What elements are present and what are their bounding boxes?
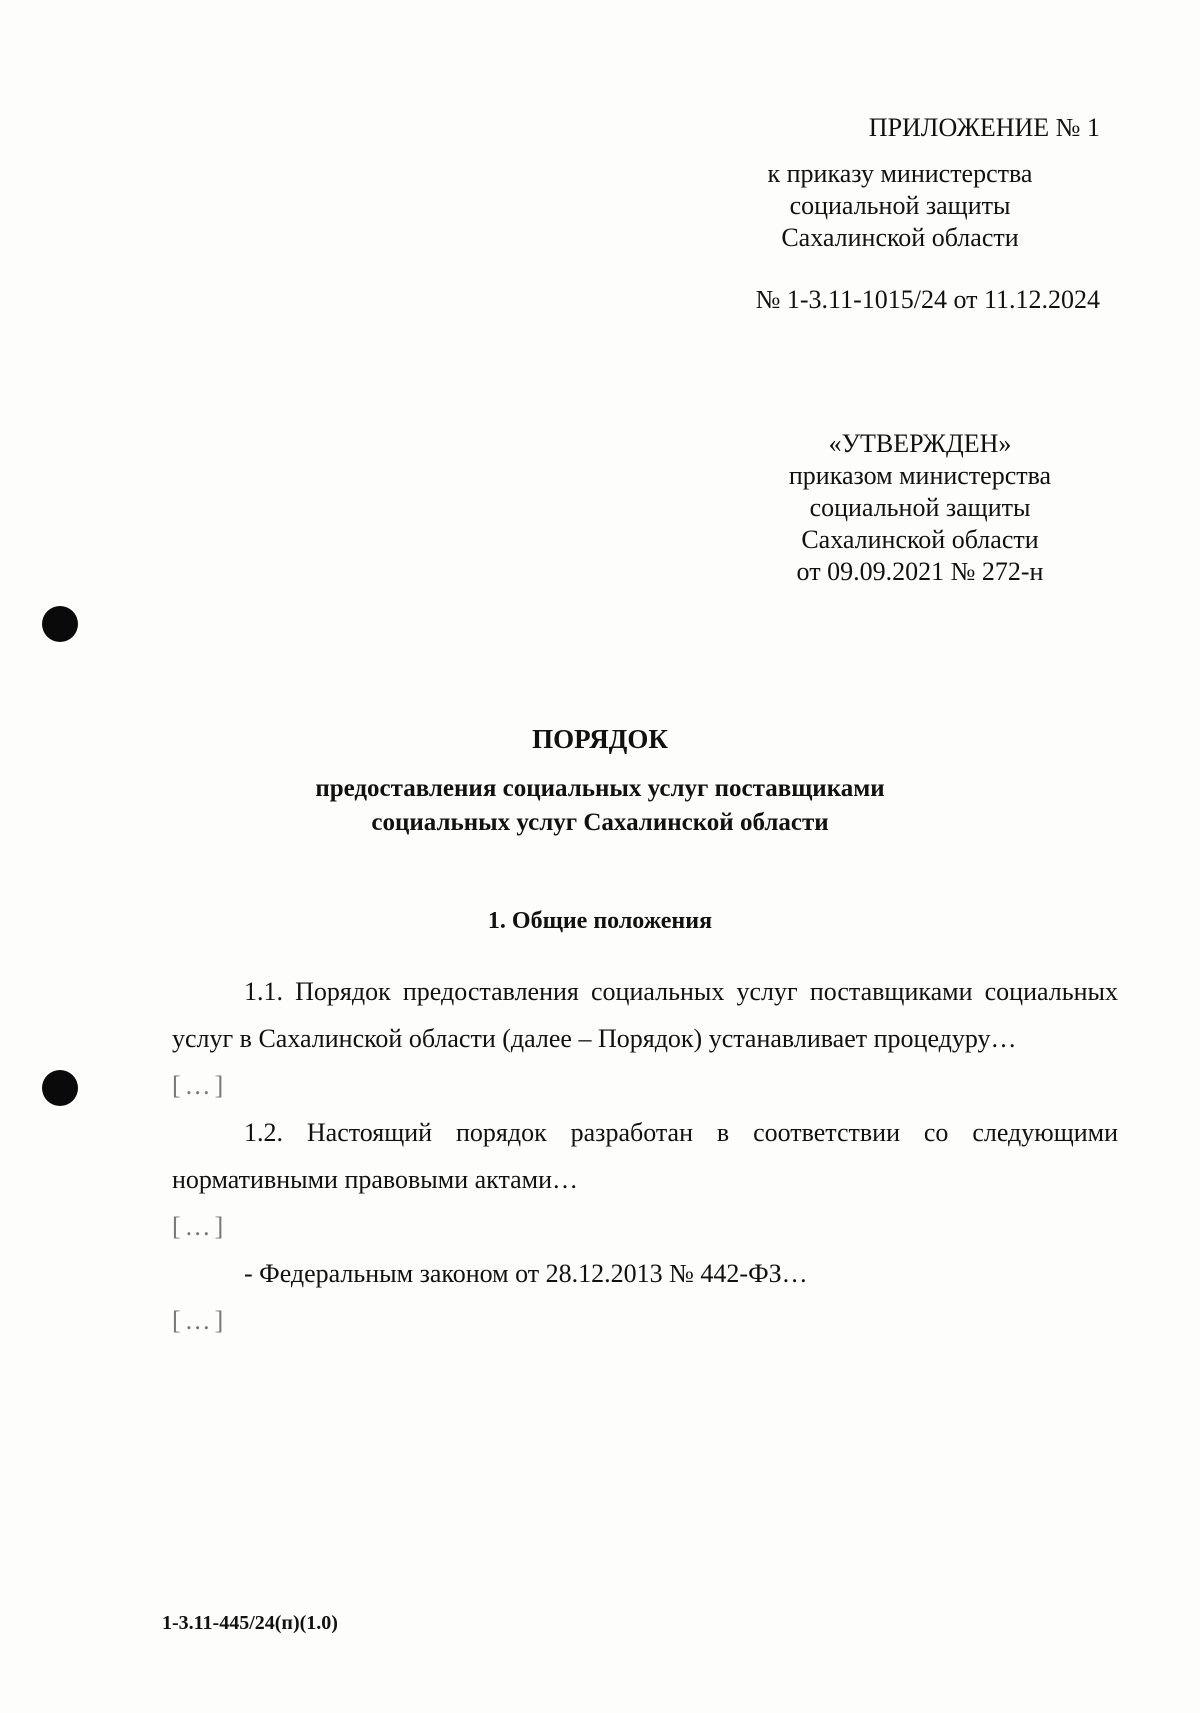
section-heading: 1. Общие положения	[487, 908, 713, 934]
approval-line: Сахалинской области	[801, 525, 1039, 554]
body-text	[172, 968, 1118, 1344]
paragraph-excerpt: - Федеральным законом от 28.12.2013 № 442-ФЗ…	[244, 1259, 808, 1288]
approval-line: «УТВЕРЖДЕН»	[828, 429, 1012, 458]
document-subtitle: социальных услуг Сахалинской области	[371, 809, 829, 836]
attachment-title: ПРИЛОЖЕНИЕ № 1	[868, 113, 1100, 142]
attachment-block	[700, 112, 1100, 316]
punch-hole	[42, 606, 78, 642]
document-code: 1-3.11-445/24(п)(1.0)	[162, 1612, 338, 1634]
paragraph-excerpt: 1.1. Порядок предоставления социальных услуг поставщиками социальных услуг в Сахалинской области (далее – Порядок) устанавливает процедуру…	[172, 977, 1118, 1053]
attachment-number: № 1-3.11-1015/24 от 11.12.2024	[755, 285, 1100, 314]
elision-mark: […]	[172, 1212, 228, 1241]
document-title: ПОРЯДОК	[532, 724, 668, 754]
elision-mark: […]	[172, 1071, 228, 1100]
approval-block	[740, 428, 1100, 588]
approval-line: от 09.09.2021 № 272-н	[796, 557, 1044, 586]
document-subtitle: предоставления социальных услуг поставщиками	[315, 775, 885, 802]
attachment-line: социальной защиты	[789, 191, 1011, 220]
paragraph-excerpt: 1.2. Настоящий порядок разработан в соответствии со следующими нормативными правовыми актами…	[172, 1118, 1118, 1194]
approval-line: приказом министерства	[788, 461, 1052, 490]
attachment-line: Сахалинской области	[781, 223, 1019, 252]
approval-line: социальной защиты	[809, 493, 1031, 522]
attachment-line: к приказу министерства	[767, 159, 1033, 188]
punch-hole	[42, 1070, 78, 1106]
elision-mark: […]	[172, 1306, 228, 1335]
document-title-block	[0, 722, 1200, 840]
